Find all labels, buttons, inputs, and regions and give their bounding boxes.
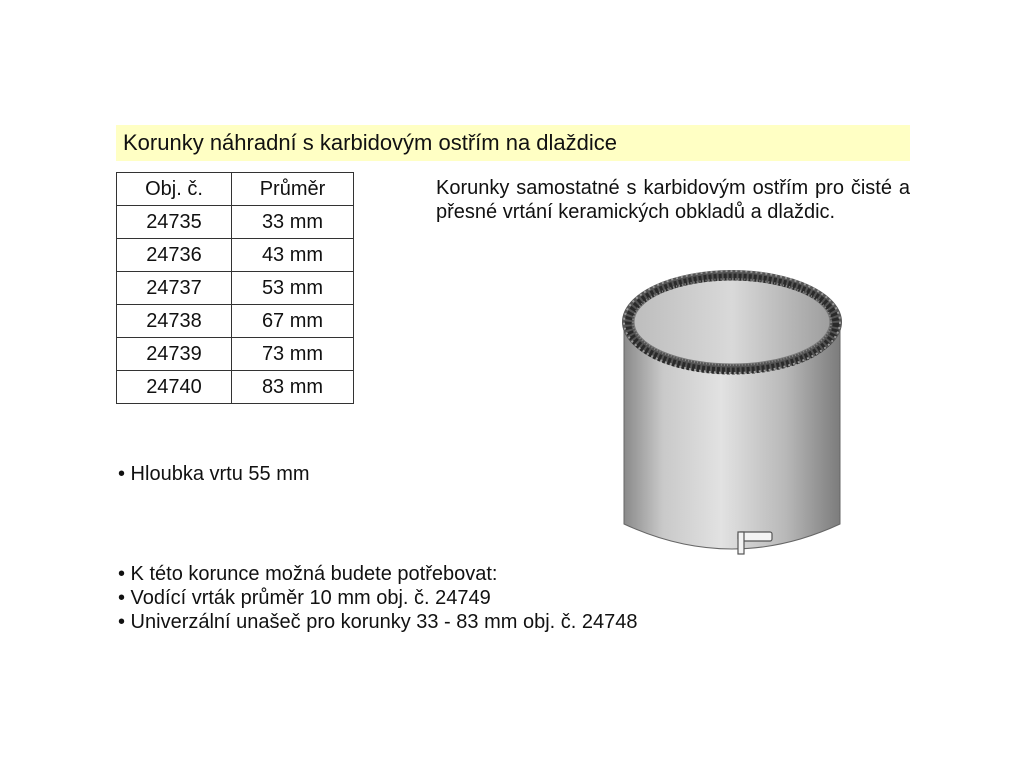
- table-header-row: [117, 173, 354, 206]
- table-row: [117, 371, 354, 404]
- table-row: [117, 206, 354, 239]
- table-row: [117, 338, 354, 371]
- carbide-hole-saw-image: [610, 262, 854, 558]
- cell-order-number: 24735: [117, 206, 232, 239]
- header-diameter: Průměr: [232, 173, 354, 206]
- cell-diameter: 73 mm: [232, 338, 354, 371]
- cell-diameter: 83 mm: [232, 371, 354, 404]
- cell-diameter: 33 mm: [232, 206, 354, 239]
- table-row: [117, 305, 354, 338]
- cell-order-number: 24736: [117, 239, 232, 272]
- cell-diameter: 67 mm: [232, 305, 354, 338]
- page-title: Korunky náhradní s karbidovým ostřím na dlaždice: [116, 125, 910, 161]
- accessory-item: • Vodící vrták průměr 10 mm obj. č. 24749: [118, 587, 491, 609]
- cell-diameter: 43 mm: [232, 239, 354, 272]
- accessory-item: • Univerzální unašeč pro korunky 33 - 83 mm obj. č. 24748: [118, 611, 638, 633]
- cell-order-number: 24739: [117, 338, 232, 371]
- cell-order-number: 24737: [117, 272, 232, 305]
- cell-order-number: 24740: [117, 371, 232, 404]
- accessories-list: [118, 562, 637, 634]
- cell-diameter: 53 mm: [232, 272, 354, 305]
- depth-note: • Hloubka vrtu 55 mm: [118, 463, 310, 485]
- cell-order-number: 24738: [117, 305, 232, 338]
- header-order-number: Obj. č.: [117, 173, 232, 206]
- table-row: [117, 239, 354, 272]
- table-row: [117, 272, 354, 305]
- product-description: Korunky samostatné s karbidovým ostřím pro čisté a přesné vrtání keramických obkladů a dlaždic.: [436, 177, 910, 223]
- accessory-item: • K této korunce možná budete potřebovat:: [118, 563, 498, 585]
- spec-table: [116, 172, 354, 404]
